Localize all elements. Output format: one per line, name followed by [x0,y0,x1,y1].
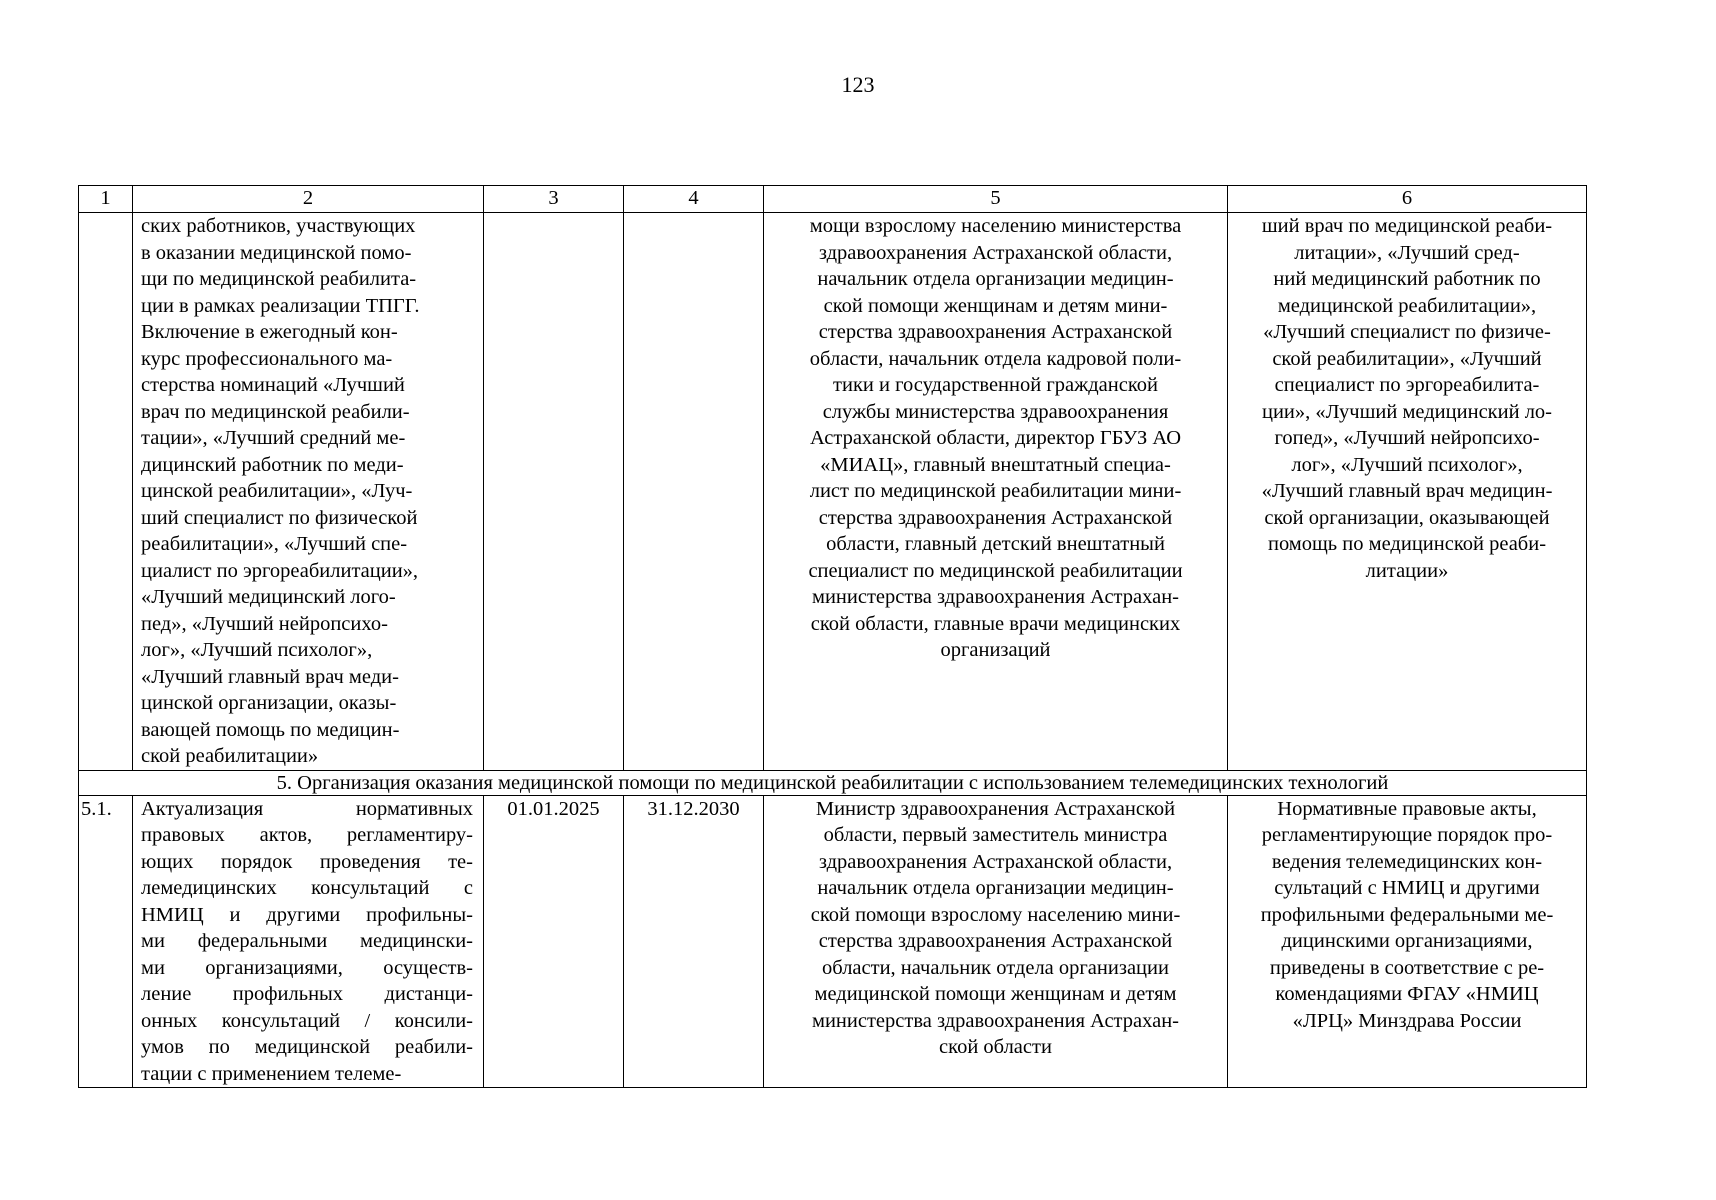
text-line: умов по медицинской реабили- [141,1036,473,1058]
text-line: комендациями ФГАУ «НМИЦ [1275,983,1539,1005]
text-line: стерства здравоохранения Астраханской [818,930,1173,952]
text-line: ление профильных дистанци- [141,983,473,1005]
text-line: лог», «Лучший психолог», [1291,453,1523,476]
column-header: 2 [133,186,484,213]
text-line: литации» [1365,559,1449,582]
cell-responsible [764,795,1228,1088]
text-line: «Лучший главный врач меди- [141,665,399,688]
text-line: вающей помощь по медицин- [141,718,400,741]
text-line: ний медицинский работник по [1273,268,1541,290]
text-line: «ЛРЦ» Минздрава России [1292,1009,1522,1032]
text-line: области, главный детский внештатный [826,533,1165,555]
text-line: организаций [940,639,1051,661]
text-line: ской области, главные врачи медицинских [810,612,1181,635]
text-line: лемедицинских консультаций с [141,877,473,899]
cell-number [79,213,133,771]
text-line: министерства здравоохранения Астрахан- [811,586,1179,608]
text-line: Нормативные правовые акты, [1277,797,1537,820]
text-line: лог», «Лучший психолог», [141,639,373,661]
text-line: начальник отдела организации медицин- [817,268,1174,290]
cell-activity [133,795,484,1088]
column-header: 5 [764,186,1228,213]
text-line: тации», «Лучший средний ме- [141,427,406,449]
text-line: «Лучший медицинский лого- [141,586,396,608]
column-header: 6 [1228,186,1587,213]
column-header: 3 [484,186,624,213]
text-line: ший врач по медицинской реаби- [1261,215,1553,237]
text-line: стерства здравоохранения Астраханской [818,506,1173,529]
text-line: здравоохранения Астраханской области, [818,241,1173,264]
column-header: 4 [624,186,764,213]
text-line: пед», «Лучший нейропсихо- [141,612,388,635]
table-row-continued [79,213,1587,771]
section-heading: 5. Организация оказания медицинской помощи по медицинской реабилитации с использованием телемедицинских технологий [79,770,1587,795]
text-line: сультаций с НМИЦ и другими [1274,877,1540,899]
text-line: циалист по эргореабилитации», [141,559,419,582]
text-line: ведения телемедицинских кон- [1271,850,1543,873]
text-line: стерства здравоохранения Астраханской [818,321,1173,343]
text-line: «МИАЦ», главный внештатный специа- [820,453,1171,476]
text-line: в оказании медицинской помо- [141,241,412,264]
cell-result [1228,795,1587,1088]
cell-end-date: 31.12.2030 [624,795,764,1088]
text-line: Включение в ежегодный кон- [141,321,398,343]
cell-number: 5.1. [79,795,133,1088]
cell-activity [133,213,484,771]
text-line: реабилитации», «Лучший спе- [141,533,408,555]
text-line: «Лучший специалист по физиче- [1263,321,1551,343]
text-line: дицинский работник по меди- [141,453,404,476]
activities-table [78,185,1587,1088]
text-line: ми организациями, осуществ- [141,956,473,979]
text-line: здравоохранения Астраханской области, [818,850,1173,873]
text-line: тации с применением телеме- [141,1062,402,1085]
text-line: онных консультаций / консили- [141,1009,473,1032]
text-line: правовых актов, регламентиру- [141,824,473,846]
text-line: дицинскими организациями, [1281,930,1533,952]
text-line: ции», «Лучший медицинский ло- [1261,400,1552,423]
text-line: ской реабилитации» [141,745,319,767]
text-line: ции в рамках реализации ТПГГ. [141,294,420,317]
text-line: специалист по эргореабилита- [1274,374,1540,396]
text-line: помощь по медицинской реаби- [1267,533,1547,555]
text-line: службы министерства здравоохранения [822,400,1169,423]
text-line: литации», «Лучший сред- [1294,241,1520,264]
text-line: медицинской помощи женщинам и детям [814,983,1177,1005]
text-line: области, первый заместитель министра [823,824,1168,846]
column-header: 1 [79,186,133,213]
text-line: приведены в соответствие с ре- [1269,956,1545,979]
text-line: ской помощи женщинам и детям мини- [823,294,1168,317]
text-line: начальник отдела организации медицин- [817,877,1174,899]
text-line: НМИЦ и другими профильны- [141,903,473,926]
page-number: 123 [841,72,875,97]
text-line: Астраханской области, директор ГБУЗ АО [809,427,1182,449]
text-line: регламентирующие порядок про- [1261,824,1553,846]
text-line: Актуализация нормативных [141,797,473,820]
text-line: стерства номинаций «Лучший [141,374,405,396]
table-row-5-1 [79,795,1587,1088]
text-line: ской области [939,1036,1052,1058]
cell-end-date [624,213,764,771]
text-line: цинской организации, оказы- [141,692,397,714]
text-line: ющих порядок проведения те- [141,850,473,873]
text-line: ской организации, оказывающей [1264,506,1550,529]
text-line: медицинской реабилитации», [1277,294,1537,317]
text-line: ской помощи взрослому населению мини- [810,903,1181,926]
column-number-row [79,186,1587,213]
text-line: области, начальник отдела кадровой поли- [809,347,1182,370]
text-line: курс профессионального ма- [141,347,393,370]
text-line: министерства здравоохранения Астрахан- [811,1009,1179,1032]
text-line: мощи взрослому населению министерства [809,215,1182,237]
text-line: Министр здравоохранения Астраханской [815,797,1176,820]
text-line: ской реабилитации», «Лучший [1272,347,1542,370]
cell-result [1228,213,1587,771]
cell-responsible [764,213,1228,771]
cell-start-date: 01.01.2025 [484,795,624,1088]
text-line: профильными федеральными ме- [1260,903,1554,926]
text-line: ских работников, участвующих [141,215,416,237]
text-line: щи по медицинской реабилита- [141,268,417,290]
text-line: области, начальник отдела организации [822,956,1169,979]
text-line: цинской реабилитации», «Луч- [141,480,413,502]
text-line: лист по медицинской реабилитации мини- [809,480,1182,502]
text-line: гопед», «Лучший нейропсихо- [1274,427,1540,449]
cell-start-date [484,213,624,771]
text-line: врач по медицинской реабили- [141,400,410,423]
text-line: «Лучший главный врач медицин- [1261,480,1553,502]
section-heading-row [79,770,1587,795]
text-line: ший специалист по физической [141,506,418,529]
text-line: ми федеральными медицински- [141,930,473,952]
text-line: специалист по медицинской реабилитации [808,559,1183,582]
text-line: тики и государственной гражданской [833,374,1158,396]
